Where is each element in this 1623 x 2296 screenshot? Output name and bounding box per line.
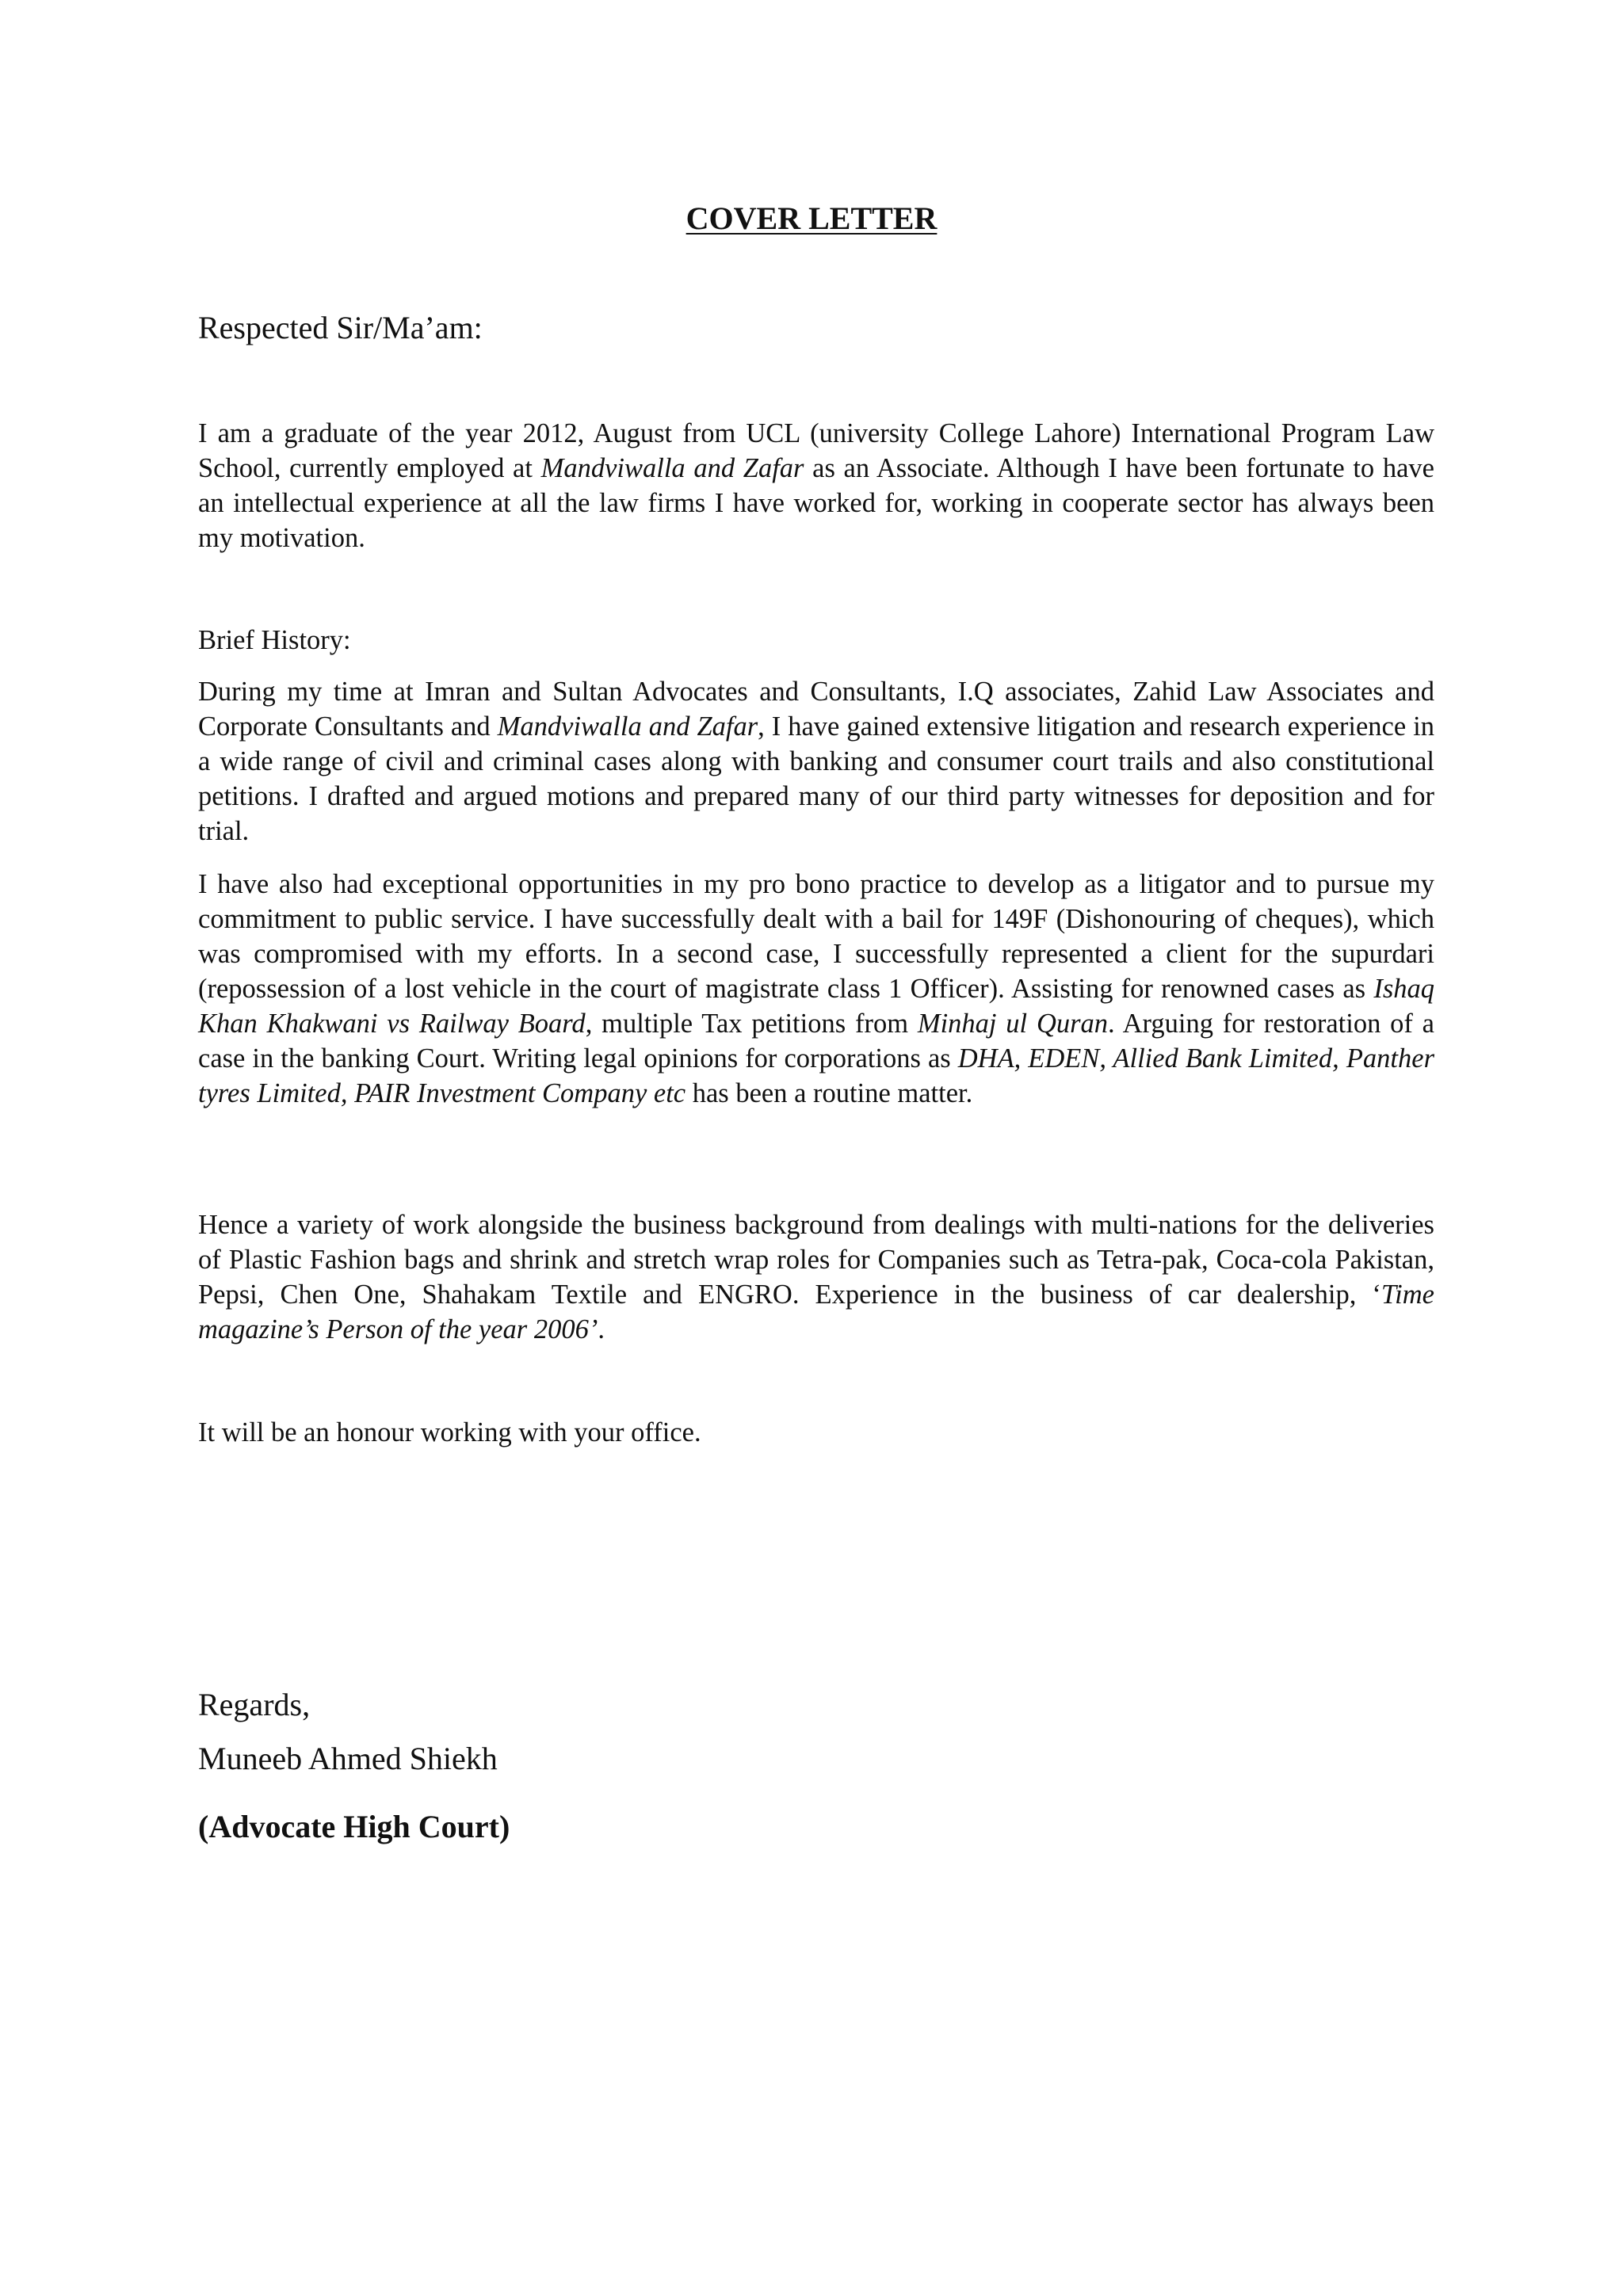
salutation: Respected Sir/Ma’am: [198,310,483,345]
document-title: COVER LETTER [685,200,938,236]
business-text-1: Hence a variety of work alongside the business background from dealings with multi-nations for the deliveries of Plastic Fashion bags and shrink and stretch wrap roles for Companies such as Tetra-pak, Coca-cola Pakistan, Pepsi, Chen One, Shahakam Textile and ENGRO. Experience in the business of car dealership, ‘ [198,1210,1434,1310]
history-2-text-1: I have also had exceptional opportunities in my pro bono practice to develop as a litigator and to pursue my commitment to public service. I have successfully dealt with a bail for 149F (Dishonouring of cheques), which was compromised with my efforts. In a second case, I successfully represented a client for the supurdari (repossession of a lost vehicle in the court of magistrate class 1 Officer). Assisting for renowned cases as [198,869,1434,1004]
history-2-case-name: Ishaq Khan Khakwani vs Railway Board [198,974,1434,1039]
intro-text-1: I am a graduate of the year 2012, August from UCL (university College Lahore) International Program Law School, currently employed at [198,418,1434,483]
history-2-corporations: DHA, EDEN, Allied Bank Limited, Panther tyres Limited, PAIR Investment Company etc [198,1043,1434,1108]
history-paragraph-1 [198,674,1434,849]
brief-history-heading: Brief History: [198,625,351,655]
intro-paragraph [198,416,1434,555]
history-1-text-2: , I have gained extensive litigation and research experience in a wide range of civil and criminal cases along with banking and consumer court trails and also constitutional petitions. I drafted and argued motions and prepared many of our third party witnesses for deposition and for trial. [198,711,1434,846]
signatory-name: Muneeb Ahmed Shiekh [198,1741,498,1776]
intro-firm-name: Mandviwalla and Zafar [540,453,804,483]
history-1-text-1: During my time at Imran and Sultan Advocates and Consultants, I.Q associates, Zahid Law Associates and Corporate Consultants and [198,677,1434,742]
closing-line: It will be an honour working with your office. [198,1417,701,1447]
regards: Regards, [198,1687,311,1722]
business-paragraph [198,1207,1434,1347]
business-text-2: . [598,1314,605,1344]
business-award: Time magazine’s Person of the year 2006’ [198,1280,1434,1344]
history-1-firm-name: Mandviwalla and Zafar [497,711,758,742]
history-paragraph-2 [198,867,1434,1111]
signatory-designation: (Advocate High Court) [198,1809,510,1844]
intro-text-2: as an Associate. Although I have been fortunate to have an intellectual experience at all the law firms I have worked for, working in cooperate sector has always been my motivation. [198,453,1434,553]
history-2-text-2: , multiple Tax petitions from [585,1009,918,1039]
history-2-text-4: has been a routine matter. [685,1078,973,1108]
history-2-org-name: Minhaj ul Quran [917,1009,1109,1039]
history-2-text-3: . Arguing for restoration of a case in the banking Court. Writing legal opinions for corporations as [198,1009,1434,1074]
